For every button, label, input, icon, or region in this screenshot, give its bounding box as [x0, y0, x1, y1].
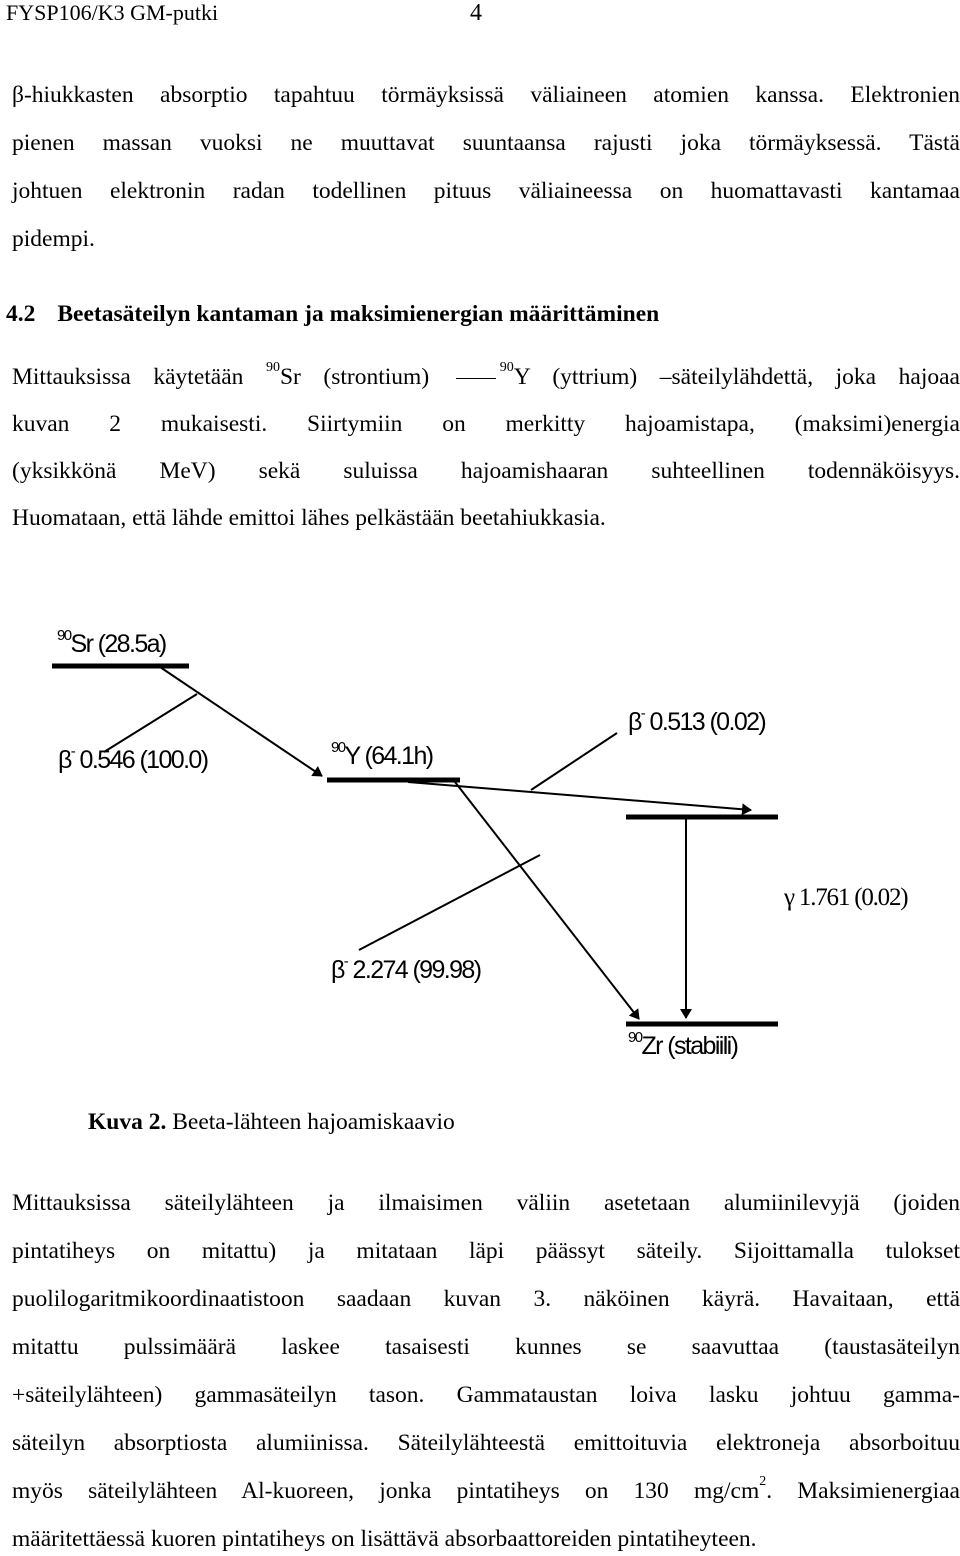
section-title: Beetasäteilyn kantaman ja maksimienergian määrittäminen [57, 301, 660, 327]
text-line: Mittauksissa käytetään $^{90}$Sr (strontium) $^{90}$Y (yttrium) –säteilylähdettä, joka hajoaa [12, 360, 960, 390]
beta2-leader [531, 733, 617, 790]
caption-label: Kuva 2. [88, 1109, 167, 1135]
y-to-zr-arrow [455, 782, 639, 1019]
gamma-label: γ 1.761 (0.02) [784, 884, 908, 911]
text-line: johtuen elektronin radan todellinen pituus väliaineessa on huomattavasti kantamaa [12, 178, 960, 204]
text-line: (yksikkönä MeV) sekä suluissa hajoamishaaran suhteellinen todennäköisyys. [12, 458, 960, 484]
text-line: pintatiheys on mitattu) ja mitataan läpi päässyt säteily. Sijoittamalla tulokset [12, 1238, 960, 1264]
decay-scheme-lines [0, 600, 960, 1080]
text-line: määritettäessä kuoren pintatiheys on lisättävä absorbaattoreiden pintatiheyteen. [12, 1526, 757, 1552]
text-line: pienen massan vuoksi ne muuttavat suuntaansa rajusti joka törmäyksessä. Tästä [12, 130, 960, 156]
text-line: säteilyn absorptiosta alumiinissa. Säteilylähteestä emittoituvia elektroneja absorboituu [12, 1430, 960, 1456]
beta2-label: β- 0.513 (0.02) [628, 705, 766, 736]
text-line: puolilogaritmikoordinaatistoon saadaan kuvan 3. näköinen käyrä. Havaitaan, että [12, 1286, 960, 1312]
zr-label: $^{90}$Zr (stabiili) [628, 1029, 738, 1060]
mass-number: 90 [265, 360, 280, 375]
text-line: pidempi. [12, 226, 95, 252]
text-line: +säteilylähteen) gammasäteilyn tason. Gammataustan loiva lasku johtuu gamma- [12, 1382, 960, 1408]
text-line: Mittauksissa säteilylähteen ja ilmaisimen väliin asetetaan alumiinilevyjä (joiden [12, 1190, 960, 1216]
text-line: myös säteilylähteen Al-kuoreen, jonka pintatiheys on 130 $mg/cm^2$. Maksimienergiaa [12, 1474, 960, 1504]
beta1-leader [104, 694, 197, 752]
sr-label: $^{90}$Sr (28.5a) [57, 627, 166, 658]
exponent: 2 [759, 1474, 767, 1489]
section-heading [6, 301, 659, 328]
text-line: kuvan 2 mukaisesti. Siirtymiin on merkitty hajoamistapa, (maksimi)energia [12, 411, 960, 437]
text-line: Huomataan, että lähde emittoi lähes pelkästään beetahiukkasia. [12, 505, 606, 531]
beta1-label: β- 0.546 (100.0) [58, 743, 208, 774]
decay-scheme-diagram [0, 600, 960, 1080]
figure-caption [88, 1109, 455, 1136]
section-number: 4.2 [6, 301, 36, 327]
caption-text: Beeta-lähteen hajoamiskaavio [166, 1109, 455, 1135]
text-line: β-hiukkasten absorptio tapahtuu törmäyksissä väliaineen atomien kanssa. Elektronien [12, 82, 960, 108]
text-line: mitattu pulssimäärä laskee tasaisesti kunnes se saavuttaa (taustasäteilyn [12, 1334, 960, 1360]
beta3-leader [359, 855, 540, 950]
y-label: $^{90}$Y (64.1h) [331, 739, 433, 770]
page-number: 4 [470, 0, 482, 26]
running-header: FYSP106/K3 GM-putki [6, 0, 219, 25]
beta3-label: β- 2.274 (99.98) [331, 953, 481, 984]
dash-rule [456, 378, 496, 379]
mass-number: 90 [499, 360, 514, 375]
